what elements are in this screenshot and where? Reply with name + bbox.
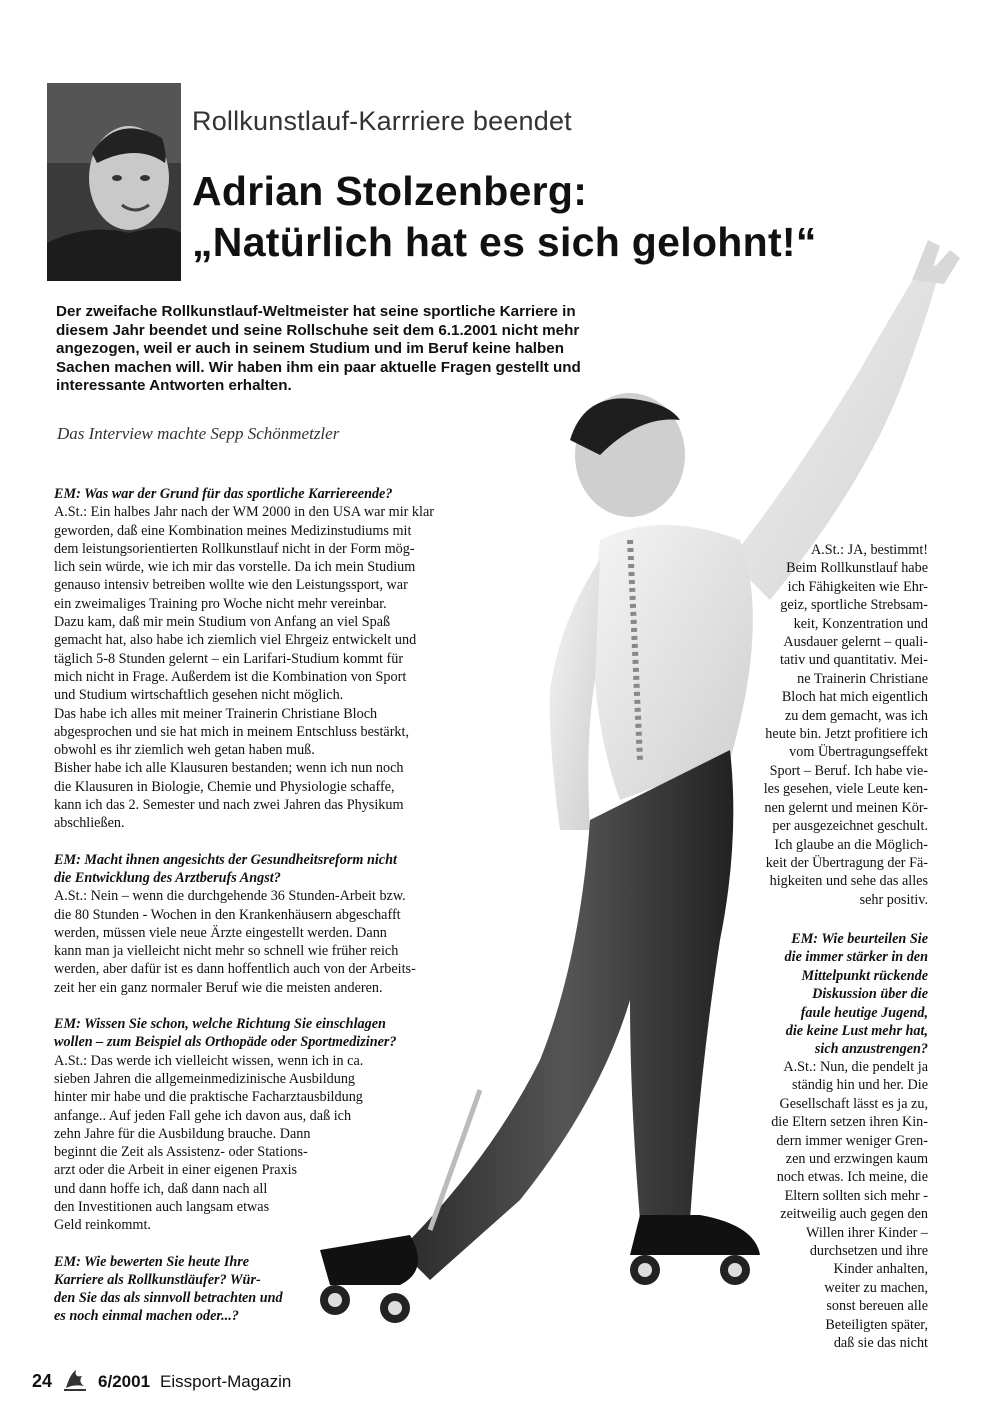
answer-1-line: abschließen. — [54, 815, 125, 832]
answer-5 — [746, 1058, 928, 1353]
answer-4-line: zu dem gemacht, was ich — [784, 707, 928, 724]
answer-5-line: sonst bereuen alle — [826, 1298, 928, 1315]
question-2-line: die Entwicklung des Arztberufs Angst? — [54, 869, 281, 886]
answer-5-line: ständig hin und her. Die — [792, 1077, 928, 1094]
question-5-line: Diskussion über die — [812, 986, 928, 1003]
answer-4-line: sehr positiv. — [859, 891, 928, 908]
answer-3-line: A.St.: Das werde ich vielleicht wissen, wenn ich in ca. — [54, 1052, 364, 1069]
answer-3-line: den Investitionen auch langsam etwas — [54, 1198, 270, 1215]
answer-2-line: A.St.: Nein – wenn die durchgehende 36 Stunden-Arbeit bzw. — [54, 888, 406, 905]
question-5-line: faule heutige Jugend, — [800, 1004, 928, 1021]
answer-4-line: A.St.: JA, bestimmt! — [810, 542, 928, 558]
answer-4-line: geiz, sportliche Strebsam- — [780, 597, 928, 614]
answer-2-line: kann man ja vielleicht nicht mehr so schnell wie früher reich — [54, 943, 399, 960]
answer-2 — [54, 887, 474, 997]
answer-2-line: die 80 Stunden - Wochen in den Krankenhäusern abgeschafft — [54, 906, 401, 923]
answer-5-line: Gesellschaft lässt es ja zu, — [779, 1095, 928, 1112]
answer-5-line: A.St.: Nun, die pendelt ja — [783, 1059, 928, 1075]
question-5-line: EM: Wie beurteilen Sie — [791, 931, 928, 947]
headline-line-1: Adrian Stolzenberg: — [192, 168, 588, 214]
answer-5-line: noch etwas. Ich meine, die — [776, 1169, 928, 1186]
answer-1-line: dem leistungsorientierten Rollkunstlauf nicht in der Form mög- — [54, 540, 415, 557]
question-5 — [746, 930, 928, 1059]
question-5-line: die keine Lust mehr hat, — [785, 1023, 928, 1040]
answer-3-line: Geld reinkommt. — [54, 1217, 151, 1234]
answer-5-line: daß sie das nicht — [833, 1335, 928, 1352]
answer-1-line: lich sein würde, wie ich mir das vorstelle. Da ich mein Studium — [54, 559, 416, 576]
answer-3-line: und dann hoffe ich, daß dann nach all — [54, 1180, 268, 1197]
answer-4-line: ich Fähigkeiten wie Ehr- — [787, 578, 928, 595]
answer-1-line: Dazu kam, daß mir mein Studium von Anfang an viel Spaß — [54, 614, 391, 631]
answer-1-line: die Klausuren in Biologie, Chemie und Physiologie schaffe, — [54, 778, 395, 795]
answer-4-line: les gesehen, viele Leute ken- — [763, 781, 928, 798]
question-1: EM: Was war der Grund für das sportliche Karriereende? — [54, 486, 393, 502]
answer-1-line: geworden, daß eine Kombination meines Medizinstudiums mit — [54, 522, 412, 539]
answer-1-line: kann ich das 2. Semester und nach zwei Jahren das Physikum — [54, 797, 404, 814]
question-2-line: EM: Macht ihnen angesichts der Gesundheitsreform nicht — [54, 851, 397, 868]
answer-4-line: keit, Konzentration und — [793, 615, 928, 632]
question-5-line: sich anzustrengen? — [814, 1041, 928, 1058]
question-2 — [54, 851, 474, 888]
question-4 — [54, 1253, 474, 1326]
question-4-line: EM: Wie bewerten Sie heute Ihre — [54, 1253, 250, 1270]
answer-5-line: Eltern sollten sich mehr - — [784, 1187, 928, 1204]
answer-1-line: mich nicht in Frage. Außerdem ist die Kombination von Sport — [54, 668, 407, 685]
answer-5-line: die Eltern setzen ihren Kin- — [771, 1114, 928, 1131]
question-5-line: die immer stärker in den — [784, 949, 928, 966]
answer-1-line: und Studium wirtschaftlich gesehen nicht möglich. — [54, 687, 344, 704]
answer-3-line: zehn Jahre für die Ausbildung brauche. Dann — [54, 1125, 311, 1142]
answer-5-line: weiter zu machen, — [824, 1279, 928, 1296]
answer-1-line: obwohl es ihr ziemlich weh getan haben muß. — [54, 742, 315, 759]
question-3-line: wollen – zum Beispiel als Orthopäde oder Sportmediziner? — [54, 1034, 397, 1051]
answer-1-line: Das habe ich alles mit meiner Trainerin Christiane Bloch — [54, 705, 378, 722]
answer-4-line: Sport – Beruf. Ich habe vie- — [769, 762, 928, 779]
answer-1-line: abgesprochen und sie hat mich in meinem Entschluss bestärkt, — [54, 723, 409, 740]
answer-3-line: hinter mir habe und die praktische Facharztausbildung — [54, 1089, 363, 1106]
answer-1-line: Bisher habe ich alle Klausuren bestanden; wenn ich nun noch — [54, 760, 404, 777]
answer-1-line: täglich 5-8 Stunden gelernt – ein Larifari-Studium kommt für — [54, 650, 404, 667]
answer-4 — [746, 541, 928, 909]
answer-4-line: per ausgezeichnet geschult. — [772, 818, 928, 835]
portrait-photo — [47, 83, 181, 281]
answer-1 — [54, 503, 474, 832]
answer-4-line: Ausdauer gelernt – quali- — [783, 634, 928, 651]
answer-5-line: durchsetzen und ihre — [809, 1243, 928, 1260]
answer-4-line: heute bin. Jetzt profitiere ich — [765, 726, 928, 743]
answer-4-line: ne Trainerin Christiane — [797, 670, 928, 687]
answer-3-line: anfange.. Auf jeden Fall gehe ich davon aus, daß ich — [54, 1107, 352, 1124]
answer-1-line: A.St.: Ein halbes Jahr nach der WM 2000 in den USA war mir klar — [54, 504, 434, 521]
answer-5-line: Beteiligten später, — [825, 1316, 928, 1333]
article-kicker: Rollkunstlauf-Karrriere beendet — [192, 106, 572, 136]
answer-1-line: gemacht hat, also habe ich ziemlich viel Ehrgeiz entwickelt und — [54, 632, 417, 649]
answer-3 — [54, 1052, 474, 1235]
answer-2-line: werden, aber dafür ist es dann hoffentlich auch von der Arbeits- — [54, 961, 416, 978]
headline-line-2: „Natürlich hat es sich gelohnt!“ — [192, 219, 817, 265]
question-5-line: Mittelpunkt rückende — [801, 967, 928, 984]
answer-4-line: nen gelernt und meinen Kör- — [764, 799, 928, 816]
page-number: 24 — [32, 1371, 53, 1391]
magazine-logo-icon — [62, 1366, 88, 1397]
lead-paragraph: Der zweifache Rollkunstlauf-Weltmeister hat seine sportliche Karriere in diesem Jahr beendet und seine Rollschuhe seit dem 6.1.2001 nicht mehr angezogen, weil er auch in seinem Studium und im Beruf keine halben Sachen machen will. Wir haben ihm ein paar aktuelle Fragen gestellt und interessante Antworten erhalten. — [56, 303, 581, 395]
answer-4-line: keit der Übertragung der Fä- — [765, 854, 928, 871]
issue-number: 6/2001 — [98, 1371, 151, 1391]
answer-4-line: higkeiten und sehe das alles — [769, 873, 928, 890]
question-3 — [54, 1015, 474, 1052]
page-footer — [32, 1366, 291, 1397]
answer-5-line: zen und erzwingen kaum — [785, 1151, 928, 1168]
answer-3-line: arzt oder die Arbeit in einer eigenen Praxis — [54, 1162, 298, 1179]
answer-2-line: zeit her ein ganz normaler Beruf wie die meisten anderen. — [54, 979, 383, 996]
answer-4-line: Beim Rollkunstlauf habe — [786, 560, 928, 577]
answer-1-line: ein zweimaliges Training pro Woche nicht mehr vereinbar. — [54, 595, 387, 612]
question-4-line: den Sie das als sinnvoll betrachten und — [54, 1290, 283, 1307]
answer-4-line: tativ und quantitativ. Mei- — [779, 652, 928, 669]
answer-5-line: Kinder anhalten, — [833, 1261, 928, 1278]
answer-4-line: Bloch hat mich eigentlich — [781, 689, 928, 706]
answer-3-line: beginnt die Zeit als Assistenz- oder Stations- — [54, 1144, 308, 1161]
answer-4-line: vom Übertragungseffekt — [789, 744, 928, 761]
answer-5-line: zeitweilig auch gegen den — [780, 1206, 928, 1223]
answer-5-line: dern immer weniger Gren- — [776, 1132, 928, 1149]
question-4-line: es noch einmal machen oder...? — [54, 1308, 239, 1325]
answer-2-line: werden, müssen viele neue Ärzte eingestellt werden. Dann — [54, 924, 387, 941]
answer-1-line: genauso intensiv betreiben wollte wie den Leistungssport, war — [54, 577, 408, 594]
answer-5-line: Willen ihrer Kinder – — [806, 1224, 928, 1241]
magazine-name: Eissport-Magazin — [160, 1371, 292, 1391]
answer-4-line: Ich glaube an die Möglich- — [774, 836, 928, 853]
byline: Das Interview machte Sepp Schönmetzler — [57, 424, 340, 443]
question-4-line: Karriere als Rollkunstläufer? Wür- — [54, 1271, 261, 1288]
answer-3-line: sieben Jahren die allgemeinmedizinische Ausbildung — [54, 1070, 356, 1087]
interview-column-left — [54, 485, 474, 1326]
question-3-line: EM: Wissen Sie schon, welche Richtung Sie einschlagen — [54, 1016, 386, 1033]
